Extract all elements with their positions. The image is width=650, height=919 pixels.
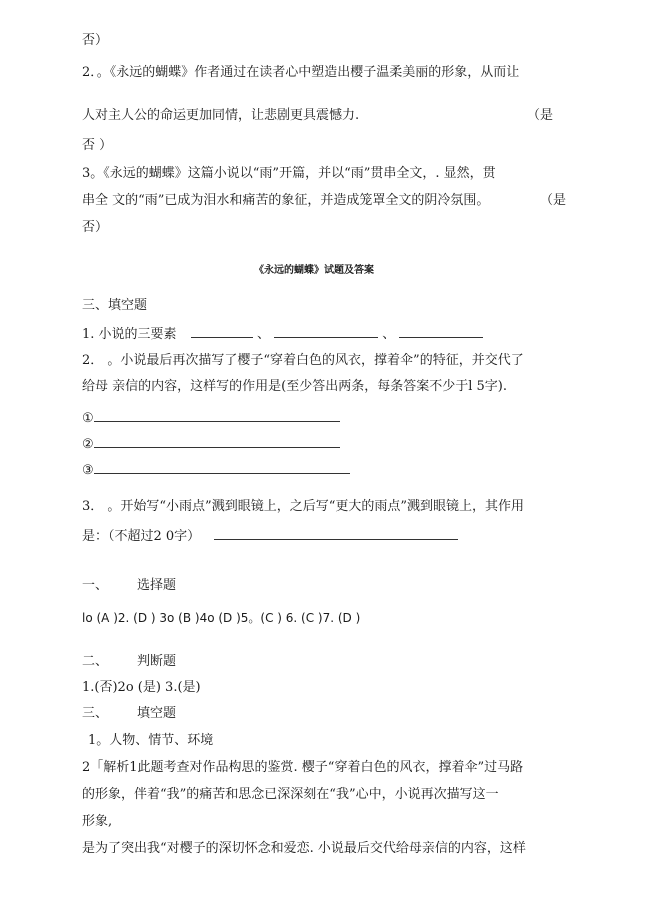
judge-heading: 判断题: [137, 654, 177, 669]
fill-answer-number: 三、: [82, 706, 109, 721]
circled-two-marker: ②: [82, 437, 94, 452]
choice-heading: 选择题: [137, 578, 177, 593]
blank-separator: 、: [382, 327, 396, 342]
judge-q1-tail: 否）: [82, 33, 109, 48]
fill-answer-2-line1: 2「解析1此题考查对作品构思的鉴赏. 樱子“穿着白色的风衣，撑着伞”过马路: [82, 760, 524, 775]
section-title: 《永远的蝴蝶》试题及答案: [254, 265, 374, 276]
judge-q3-line3: 否）: [82, 220, 109, 235]
fill-q3-line1: 3． 。开始写“小雨点”溅到眼镜上，之后写“更大的雨点”溅到眼镜上，其作用: [82, 499, 524, 514]
fill-q3-line2: [82, 527, 458, 545]
judge-q3-option: （是: [540, 193, 567, 208]
choice-number: 一、: [82, 578, 109, 593]
blank-separator: 、: [256, 327, 270, 342]
fill-q1-text: 1. 小说的三要素: [82, 327, 177, 342]
circled-three-marker: ③: [82, 463, 94, 478]
fill-q2-line1: 2． 。小说最后再次描写了樱子“穿着白色的风衣，撑着伞”的特征，并交代了: [82, 353, 524, 368]
answer-blank-circled-2[interactable]: [94, 435, 340, 448]
fill-q3-text: 是：（不超过2 0字）: [82, 529, 201, 544]
judge-answers: 1.(否)2o (是) 3.(是): [82, 680, 201, 695]
judge-q3-line2: 串全 文的“雨”已成为泪水和痛苦的象征，并造成笼罩全文的阴冷氛围。: [82, 193, 490, 208]
answer-blank-3[interactable]: [399, 325, 483, 338]
fill-answer-heading: 填空题: [137, 706, 177, 721]
judge-q3-line1: 3。《永远的蝴蝶》这篇小说以“雨”开篇，并以“雨”贯串全文，. 显然，贯: [82, 166, 496, 181]
judge-q2-line3: 否 ）: [82, 138, 113, 153]
answer-line-3: [82, 461, 350, 479]
fill-answer-2-line4: 是为了突出我“对樱子的深切怀念和爱恋. 小说最后交代给母亲信的内容，这样: [82, 841, 526, 856]
answer-blank-circled-3[interactable]: [94, 461, 350, 474]
fill-answer-2-line3: 形象,: [82, 814, 113, 829]
answer-line-2: [82, 435, 340, 453]
answer-blank-q3[interactable]: [214, 527, 458, 540]
judge-q2-option: （是: [527, 108, 554, 123]
answer-blank-circled-1[interactable]: [94, 409, 340, 422]
judge-q2-line2: 人对主人公的命运更加同情，让悲剧更具震憾力.: [82, 108, 360, 123]
judge-number: 二、: [82, 654, 109, 669]
fill-heading: 三、填空题: [82, 298, 148, 313]
judge-q2-line1: 2．。《永远的蝴蝶》作者通过在读者心中塑造出樱子温柔美丽的形象，从而让: [82, 65, 520, 80]
answer-blank-1[interactable]: [191, 325, 253, 338]
fill-answer-1: 1。人物、情节、环境: [88, 733, 214, 748]
choice-answers: lo (A )2. (D ) 3o (B )4o (D )5。(C ) 6. (C )7. (D ): [82, 611, 361, 625]
fill-answer-2-line2: 的形象，伴着“我”的痛苦和思念已深深刻在“我”心中，小说再次描写这一: [82, 787, 499, 802]
answer-blank-2[interactable]: [274, 325, 378, 338]
answer-line-1: [82, 409, 340, 427]
fill-q2-line2: 给母 亲信的内容，这样写的作用是(至少答出两条，每条答案不少于l 5字).: [82, 379, 507, 394]
circled-one-marker: ①: [82, 411, 94, 426]
fill-q1: [82, 325, 483, 343]
